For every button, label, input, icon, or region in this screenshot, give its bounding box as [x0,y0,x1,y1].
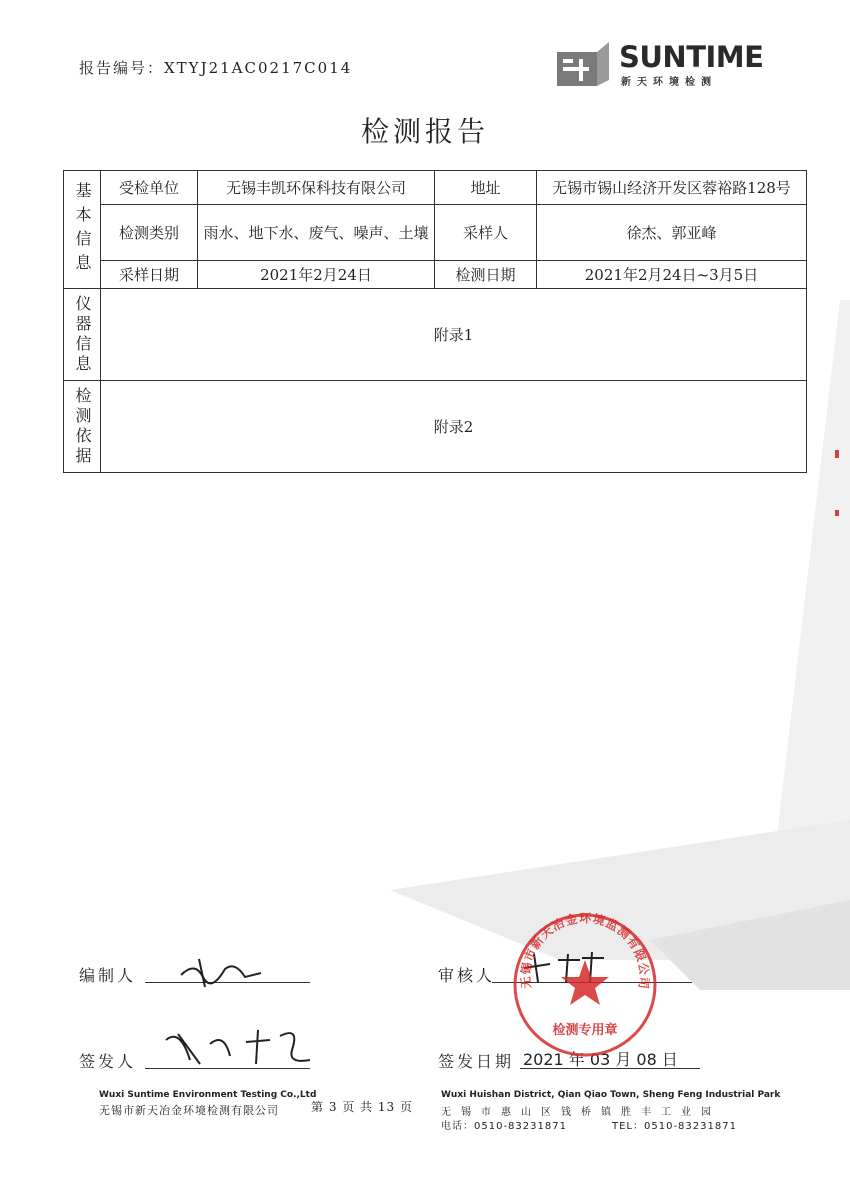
issued-by-signature [160,1020,320,1076]
prepared-by-signature [175,955,265,995]
document-title: 检测报告 [360,115,489,148]
svg-text:检测专用章: 检测专用章 [552,1023,618,1038]
footer-phone-cn: 电话：0510-83231871 [441,1121,567,1132]
footer-page-number: 第 3 页 共 13 页 [311,1100,413,1114]
prepared-by-label: 编制人 [79,966,137,985]
sampler-value: 徐杰、郭亚峰 [537,205,807,261]
sample-date-label: 采样日期 [101,261,198,289]
svg-text:无锡市新天冶金环境监测有限公司: 无锡市新天冶金环境监测有限公司 [518,911,652,991]
basis-value: 附录2 [101,381,807,473]
section-basis: 检测依据 [64,381,101,473]
sample-date-value: 2021年2月24日 [198,261,435,289]
category-label: 检测类别 [101,205,198,261]
footer-address-cn: 无锡市惠山区钱桥镇胜丰工业园 [441,1107,721,1118]
section-instrument-info: 仪器信息 [64,289,101,381]
logo-sub-text: 新天环境检测 [621,77,717,88]
issue-date-value: 2021 年 03 月 08 日 [523,1050,678,1069]
footer-phone-en: TEL：0510-83231871 [612,1121,737,1132]
category-value: 雨水、地下水、废气、噪声、土壤 [198,205,435,261]
address-label: 地址 [435,171,537,205]
test-date-value: 2021年2月24日~3月5日 [537,261,807,289]
footer-company-cn: 无锡市新天冶金环境检测有限公司 [99,1104,279,1117]
section-basic-info: 基本信息 [64,171,101,289]
report-info-table [63,170,807,473]
client-label: 受检单位 [101,171,198,205]
test-date-label: 检测日期 [435,261,537,289]
instrument-value: 附录1 [101,289,807,381]
footer-address-en: Wuxi Huishan District, Qian Qiao Town, Sheng Feng Industrial Park [441,1090,781,1100]
company-logo [557,40,767,90]
address-value: 无锡市锡山经济开发区蓉裕路128号 [537,171,807,205]
company-seal-stamp [510,910,660,1060]
report-number: 报告编号：XTYJ21AC0217C014 [79,59,353,77]
footer-company-en: Wuxi Suntime Environment Testing Co.,Ltd [99,1090,317,1100]
sampler-label: 采样人 [435,205,537,261]
issue-date-label: 签发日期 [438,1052,515,1071]
client-value: 无锡丰凯环保科技有限公司 [198,171,435,205]
issued-by-label: 签发人 [79,1052,137,1071]
reviewed-by-label: 审核人 [438,966,496,985]
suntime-logo-icon [557,42,611,86]
logo-brand-text: SUNTIME [619,40,764,74]
